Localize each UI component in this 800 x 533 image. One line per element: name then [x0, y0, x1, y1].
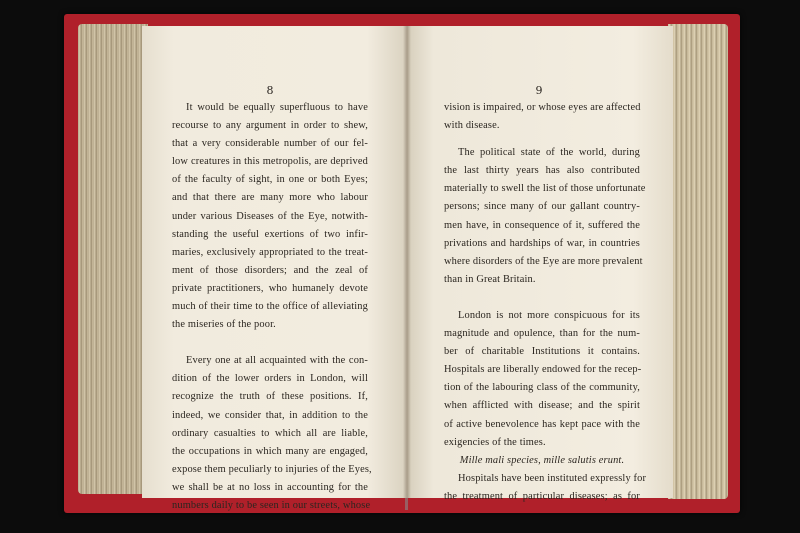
text-line: the treatment of particular diseases; as for: [444, 490, 640, 502]
text-line: The political state of the world, during: [458, 147, 640, 159]
text-line: recognize the truth of these positions. If,: [172, 391, 368, 403]
text-line: standing the useful exertions of two infir-: [172, 228, 368, 240]
text-line: and that there are many more who labour: [172, 192, 368, 204]
right-page-edges: [668, 24, 728, 499]
text-line: that a very considerable number of our fel-: [172, 138, 368, 150]
text-line: low creatures in this metropolis, are deprived: [172, 156, 368, 168]
text-line: much of their time to the office of alleviating: [172, 301, 368, 313]
left-page-edges: [78, 24, 148, 494]
text-line: of active benevolence has kept pace with the: [444, 418, 640, 430]
text-line: men have, in consequence of it, suffered the: [444, 219, 640, 231]
paragraph-gap: [444, 289, 640, 307]
text-line: ordinary casualties to which all are liable,: [172, 427, 368, 439]
text-line: the last thirty years has also contributed: [444, 165, 640, 177]
bookmark-ribbon: [405, 498, 408, 510]
text-line: when afflicted with disease; and the spirit: [444, 400, 640, 412]
left-page-number: 8: [266, 84, 274, 97]
text-line: persons; since many of our gallant country-: [444, 201, 640, 213]
text-line: expose them peculiarly to injuries of the Eyes,: [172, 463, 372, 475]
right-page-number: 9: [535, 84, 543, 97]
paragraph-gap: [444, 135, 640, 144]
text-line: of the faculty of sight, in one or both Eyes;: [172, 174, 368, 186]
left-page-text: [172, 99, 372, 515]
text-line: maries, exclusively appropriated to the treat-: [172, 246, 368, 258]
text-line: exigencies of the times.: [444, 436, 546, 448]
text-line: ber of charitable Institutions it contains.: [444, 346, 640, 358]
text-line: where disorders of the Eye are more prevalent: [444, 255, 643, 267]
text-line: It would be equally superfluous to have: [186, 102, 368, 113]
text-line: indeed, we consider that, in addition to the: [172, 409, 368, 421]
text-line: under various Diseases of the Eye, notwith-: [172, 210, 368, 222]
text-line: we shall be at no loss in accounting for the: [172, 481, 368, 493]
text-line: vision is impaired, or whose eyes are affected: [444, 102, 641, 113]
text-line: materially to swell the list of those unfortunate: [444, 183, 646, 195]
text-line: private practitioners, who humanely devote: [172, 282, 368, 294]
text-line: than in Great Britain.: [444, 273, 536, 285]
text-line: privations and hardships of war, in countries: [444, 237, 640, 249]
text-line: magnitude and opulence, than for the num-: [444, 328, 640, 340]
text-line: numbers daily to be seen in our streets, whose: [172, 499, 371, 511]
text-line: Hospitals are liberally endowed for the recep-: [444, 364, 642, 376]
text-line: tion of the labouring class of the community,: [444, 382, 640, 394]
text-line: Mille mali species, mille salutis erunt.: [459, 454, 625, 466]
text-line: with disease.: [444, 120, 500, 132]
paragraph-gap: [172, 334, 368, 352]
right-page-text: [444, 99, 647, 506]
text-line: the occupations in which many are engaged,: [172, 445, 368, 457]
text-line: ment of those disorders; and the zeal of: [172, 264, 368, 276]
text-line: Hospitals have been instituted expressly for: [458, 472, 647, 484]
text-line: dition of the lower orders in London, will: [172, 373, 368, 385]
text-line: London is not more conspicuous for its: [458, 309, 640, 321]
text-line: recourse to any argument in order to shew,: [172, 120, 368, 132]
text-line: Every one at all acquainted with the con-: [186, 355, 368, 367]
text-line: the miseries of the poor.: [172, 319, 276, 331]
book-gutter: [403, 26, 411, 498]
